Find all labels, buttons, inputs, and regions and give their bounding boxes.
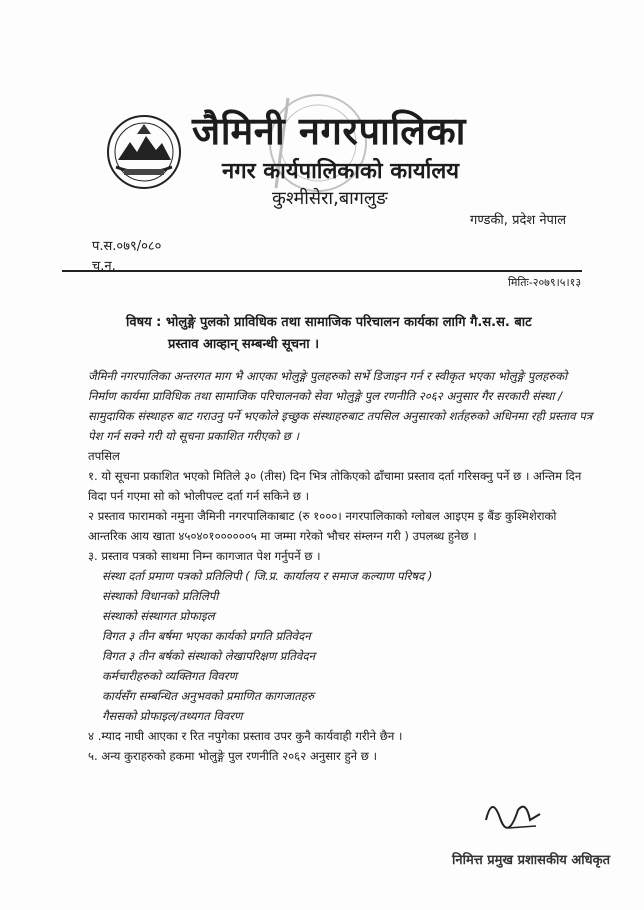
header-divider (62, 270, 582, 272)
office-name: नगर कार्यपालिकाको कार्यालय (222, 159, 459, 184)
notice-subject (126, 312, 596, 356)
doc-item: विगत ३ तीन बर्षमा भएका कार्यको प्रगति प्रतिवेदन (102, 629, 311, 643)
doc-item: संस्थाको संस्थागत प्रोफाइल (102, 609, 215, 623)
cn-reference: च.न. (92, 259, 116, 274)
tapasil-heading: तपसिल (88, 449, 120, 463)
doc-item: विगत ३ तीन बर्षको संस्थाको लेखापरिक्षण प्रतिवेदन (102, 649, 316, 663)
doc-item: कार्यसँग सम्बन्धित अनुभवको प्रमाणित कागजातहरु (102, 689, 314, 703)
intro-paragraph: जैमिनी नगरपालिका अन्तरगत माग भै आएका भोलुङ्गे पुलहरुको सर्भे डिजाइन गर्न र स्वीकृत भएका भोलुङ्गे पुलहरुको निर्माण कार्यमा प्राविधिक तथा सामाजिक परिचालनको सेवा भोलुङ्गे पुल रणनीति २०६२ अनुसार गैर सरकारी संस्था /सामुदायिक संस्थाहरु बाट गराउनु पर्ने भएकोले इच्छुक संस्थाहरुबाट तपसिल अनुसारको शर्तहरुको अधिनमा रही प्रस्ताव पत्र पेश गर्न सक्ने गरी यो सूचना प्रकाशित गरीएको छ । (88, 369, 593, 443)
notice-date: मितिः-२०७९।५।१३ (508, 276, 582, 289)
subject-line-2: प्रस्ताव आव्हान् सम्बन्धी सूचना । (168, 337, 320, 352)
province-label: गण्डकी, प्रदेश नेपाल (470, 213, 567, 228)
doc-item: गैससको प्रोफाइल/तथ्यगत विवरण (102, 709, 243, 723)
ps-reference: प.स.०७९/०८० (92, 239, 162, 254)
point-5: ५. अन्य कुराहरुको हकमा भोलुङ्गे पुल रणनीति २०६२ अनुसार हुने छ । (88, 749, 377, 763)
signature-icon (478, 790, 548, 835)
point-3: ३. प्रस्ताव पत्रको साथमा निम्न कागजात पेश गर्नुपर्ने छ । (88, 549, 321, 563)
org-name: जैमिनी नगरपालिका (192, 109, 467, 153)
signer-title: निमित्त प्रमुख प्रशासकीय अधिकृत (452, 853, 611, 868)
office-address: कुश्मीसेरा,बागलुङ (272, 188, 388, 209)
doc-item: कर्मचारीहरुको व्यक्तिगत विवरण (102, 669, 237, 683)
doc-item: संस्थाको विधानको प्रतिलिपी (102, 589, 219, 603)
point-2: २ प्रस्ताव फारामको नमुना जैमिनी नगरपालिकाबाट (रु १०००। नगरपालिकाको ग्लोबल आइएम इ बैंङ कुश्मिशेराको आन्तरिक आय खाता ४५०४०१००००००५ मा जम्मा गरेको भौचर संम्लग्न गरी ) उपलब्ध हुनेछ । (88, 509, 557, 543)
doc-item: संस्था दर्ता प्रमाण पत्रको प्रतिलिपी ( जि.प्र. कार्यालय र समाज कल्याण परिषद ) (102, 569, 433, 583)
subject-line-1: विषय : भोलुङ्गे पुलको प्राविधिक तथा सामाजिक परिचालन कार्यका लागि गै.स.स. बाट (126, 315, 532, 330)
municipality-emblem-icon (104, 112, 184, 192)
notice-body (88, 366, 598, 766)
point-1: १. यो सूचना प्रकाशित भएको मितिले ३० (तीस) दिन भित्र तोकिएको ढाँचामा प्रस्ताव दर्ता गरिसक्नु पर्ने छ । अन्तिम दिन विदा पर्न गएमा सो को भोलीपल्ट दर्ता गर्न सकिने छ । (88, 469, 582, 503)
point-4: ४ .म्याद नाघी आएका र रित नपुगेका प्रस्ताव उपर कुनै कार्यवाही गरीने छैन । (88, 729, 403, 743)
